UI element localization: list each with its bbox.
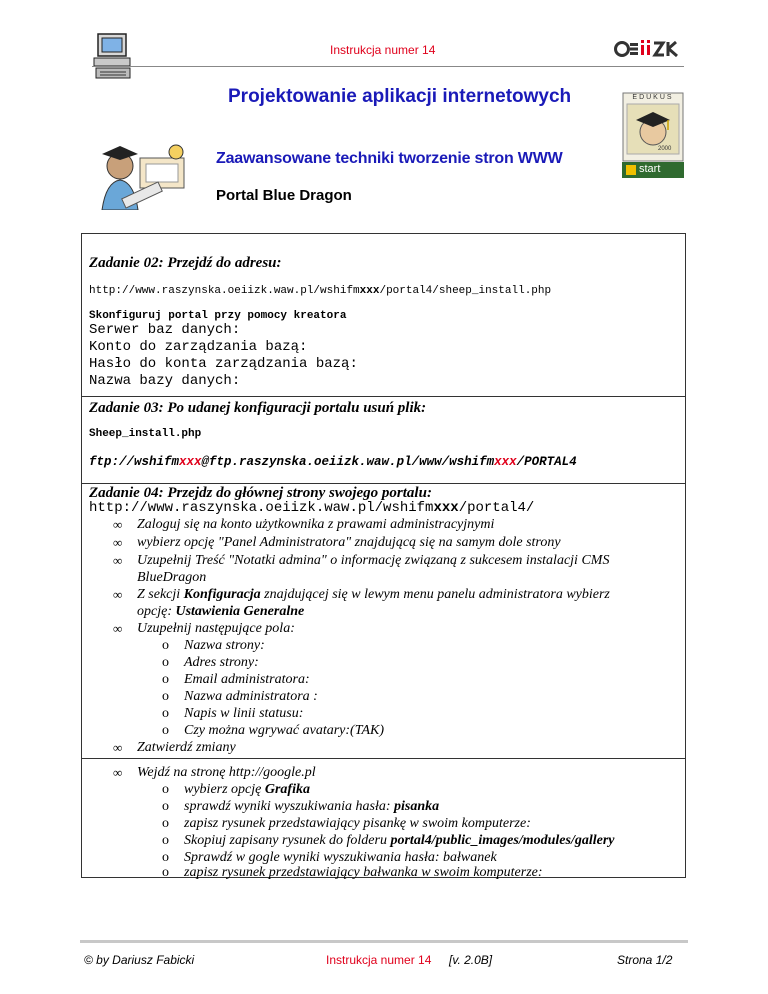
start-button[interactable]: start [639, 163, 661, 175]
sub-mark: o [162, 782, 169, 797]
bullet-text: Zatwierdź zmiany [137, 740, 236, 755]
google-graphics [162, 782, 310, 798]
sub-text: Adres strony: [184, 655, 259, 670]
bullet-mark: ∞ [113, 517, 123, 532]
badge-top-text: EDUKUS [632, 94, 674, 101]
sub-mark: o [162, 799, 169, 814]
ftp-part-3: @ftp.raszynska.oeiizk.waw.pl/www/wshifm [201, 455, 495, 469]
google-search-balwanek [162, 850, 497, 866]
url-xxx: xxx [359, 285, 380, 297]
task-03-title: Zadanie 03: Po udanej konfiguracji portalu usuń plik: [89, 400, 427, 416]
configure-text: Skonfiguruj portal przy pomocy kreatora [89, 310, 347, 322]
bullet-fill-fields [113, 621, 295, 637]
sub-text: sprawdź wyniki wyszukiwania hasła: [184, 799, 395, 814]
sub-bold: portal4/public_images/modules/gallery [390, 833, 615, 848]
sub-text: Skopiuj zapisany rysunek do folderu [184, 833, 391, 848]
edukus-badge [622, 92, 684, 178]
ftp-xxx-2: xxx [494, 455, 517, 469]
url-prefix: http://www.raszynska.oeiizk.waw.pl/wshifm [89, 285, 360, 297]
sub-mark: o [162, 655, 169, 670]
bullet-config-section-cont [137, 604, 304, 620]
field-status-line [162, 706, 304, 722]
file-name: Sheep_install.php [89, 428, 202, 440]
header-label: Instrukcja numer 14 [330, 43, 436, 57]
google-save-pisanka [162, 816, 531, 832]
bullet-admin-notes-cont: BlueDragon [137, 570, 207, 585]
field-admin-name [162, 689, 318, 705]
subtitle: Zaawansowane techniki tworzenie stron WWW [216, 150, 563, 167]
sub-mark: o [162, 706, 169, 721]
bullet-mark: ∞ [113, 587, 123, 602]
sub-text: Sprawdź w gogle wyniki wyszukiwania hasła: bałwanek [184, 850, 497, 865]
task-02-title: Zadanie 02: Przejdź do adresu: [89, 255, 282, 271]
db-password-field: Hasło do konta zarządzania bazą: [89, 356, 358, 372]
graduate-clipart [96, 140, 192, 210]
header-rule [92, 66, 684, 67]
sub-text: zapisz rysunek przedstawiający pisankę w swoim komputerze: [184, 816, 531, 831]
bullet-bold: Ustawienia Generalne [175, 604, 305, 619]
google-save-balwanek [162, 865, 543, 881]
db-name-field: Nazwa bazy danych: [89, 373, 241, 389]
sub-mark: o [162, 638, 169, 653]
db-account-field: Konto do zarządzania bazą: [89, 339, 308, 355]
sub-bold: Grafika [264, 782, 310, 797]
bullet-text: Wejdź na stronę http://google.pl [137, 765, 316, 780]
field-site-name [162, 638, 265, 654]
field-site-address [162, 655, 259, 671]
sub-bold: pisanka [394, 799, 440, 814]
bullet-confirm [113, 740, 236, 756]
badge-year: 2000 [658, 146, 672, 152]
sub-mark: o [162, 833, 169, 848]
sub-mark: o [162, 850, 169, 865]
main-title: Projektowanie aplikacji internetowych [228, 86, 572, 107]
bullet-mark: ∞ [113, 621, 123, 636]
url-suffix: /portal4/sheep_install.php [379, 285, 552, 297]
footer-version: [v. 2.0B] [449, 953, 493, 967]
bullet-text: Uzupełnij Treść "Notatki admina" o informację związaną z sukcesem instalacji CMS [137, 553, 610, 568]
ftp-path [89, 455, 577, 469]
google-copy-gallery [162, 833, 615, 849]
computer-clipart [92, 30, 134, 82]
ftp-part-1: ftp://wshifm [89, 455, 180, 469]
bullet-text: Z sekcji [137, 587, 184, 602]
footer-instruction: Instrukcja numer 14 [326, 953, 432, 967]
field-admin-email [162, 672, 310, 688]
sub-mark: o [162, 672, 169, 687]
sub-mark: o [162, 689, 169, 704]
bullet-mark: ∞ [113, 740, 123, 755]
footer-author: © by Dariusz Fabicki [84, 953, 195, 967]
field-avatars [162, 723, 384, 739]
bullet-mark: ∞ [113, 535, 123, 550]
sub-text: wybierz opcję [184, 782, 265, 797]
bullet-mark: ∞ [113, 553, 123, 568]
sub-text: Nazwa strony: [184, 638, 265, 653]
portal-url-xxx: xxx [433, 500, 459, 516]
bullet-mark: ∞ [113, 765, 123, 780]
bullet-admin-panel [113, 535, 561, 551]
db-server-field: Serwer baz danych: [89, 322, 241, 338]
sub-mark: o [162, 865, 169, 880]
footer-rule [80, 940, 688, 943]
oeiizk-logo [614, 38, 680, 60]
ftp-part-5: /PORTAL4 [516, 455, 577, 469]
sub-text: Napis w linii statusu: [184, 706, 304, 721]
bullet-text: wybierz opcję "Panel Administratora" znajdującą się na samym dole strony [137, 535, 561, 550]
sub-text: Czy można wgrywać avatary:(TAK) [184, 723, 384, 738]
bullet-bold: Konfiguracja [183, 587, 261, 602]
sub-text: Email administratora: [184, 672, 310, 687]
bullet-admin-notes [113, 553, 610, 569]
bullet-google [113, 765, 316, 781]
bullet-config-section [113, 587, 610, 603]
bullet-text-end: znajdującej się w lewym menu panelu administratora wybierz [260, 587, 610, 602]
google-search-pisanka [162, 799, 440, 815]
ftp-xxx-1: xxx [179, 455, 202, 469]
sub-text: Nazwa administratora : [184, 689, 318, 704]
sub-mark: o [162, 723, 169, 738]
task-02-url [89, 285, 551, 297]
bullet-login [113, 517, 495, 533]
bullet-text: Zaloguj się na konto użytkownika z prawami administracyjnymi [137, 517, 495, 532]
portal-url-suffix: /portal4/ [458, 500, 535, 516]
task-04-title: Zadanie 04: Przejdz do głównej strony swojego portalu: [89, 485, 432, 501]
portal-name: Portal Blue Dragon [216, 187, 352, 204]
footer-page: Strona 1/2 [617, 953, 673, 967]
portal-url-prefix: http://www.raszynska.oeiizk.waw.pl/wshifm [89, 500, 434, 516]
task-04-url [89, 500, 534, 516]
sub-mark: o [162, 816, 169, 831]
sub-text: zapisz rysunek przedstawiający bałwanka w swoim komputerze: [184, 865, 543, 880]
bullet-text: opcję: [137, 604, 176, 619]
bullet-text: Uzupełnij następujące pola: [137, 621, 295, 636]
